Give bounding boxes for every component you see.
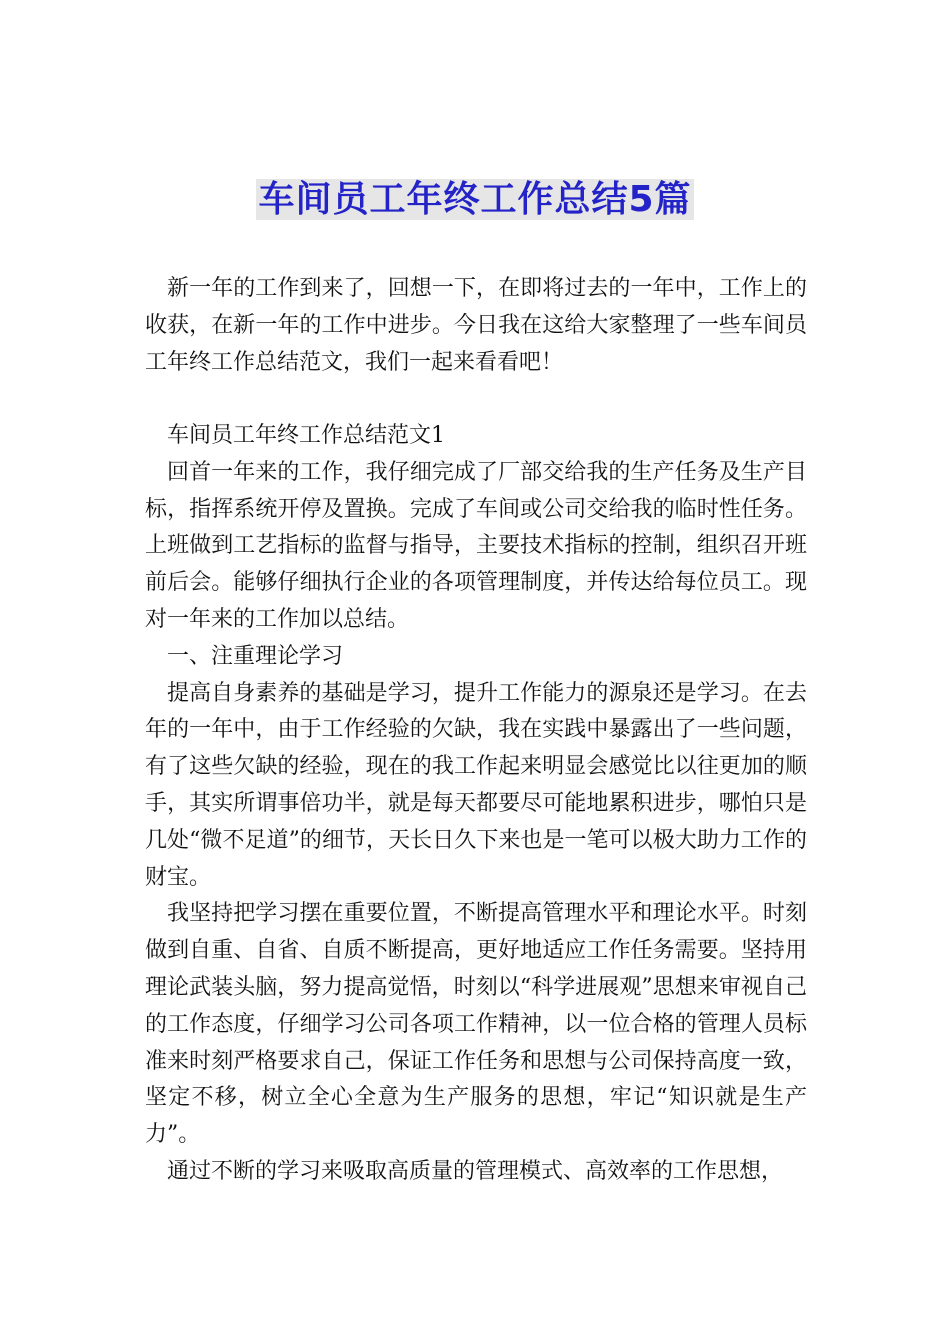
document-title-wrapper xyxy=(0,176,950,224)
intro-block xyxy=(145,270,807,381)
paragraph: 我坚持把学习摆在重要位置，不断提高管理水平和理论水平。时刻做到自重、自省、自质不断提高，更好地适应工作任务需要。坚持用理论武装头脑，努力提高觉悟，时刻以“科学进展观”思想来审视自己的工作态度，仔细学习公司各项工作精神，以一位合格的管理人员标准来时刻严格要求自己，保证工作任务和思想与公司保持高度一致，坚定不移，树立全心全意为生产服务的思想，牢记“知识就是生产力”。 xyxy=(145,901,807,1148)
intro-paragraph: 新一年的工作到来了，回想一下，在即将过去的一年中，工作上的收获，在新一年的工作中进步。今日我在这给大家整理了一些车间员工年终工作总结范文，我们一起来看看吧！ xyxy=(145,276,807,375)
subheading: 一、注重理论学习 xyxy=(167,643,344,669)
content-block xyxy=(145,418,807,1191)
paragraph: 提高自身素养的基础是学习，提升工作能力的源泉还是学习。在去年的一年中，由于工作经验的欠缺，我在实践中暴露出了一些问题，有了这些欠缺的经验，现在的我工作起来明显会感觉比以往更加的顺手，其实所谓事倍功半，就是每天都要尽可能地累积进步，哪怕只是几处“微不足道”的细节，天长日久下来也是一笔可以极大助力工作的财宝。 xyxy=(145,680,807,890)
paragraph: 回首一年来的工作，我仔细完成了厂部交给我的生产任务及生产目标，指挥系统开停及置换。完成了车间或公司交给我的临时性任务。上班做到工艺指标的监督与指导，主要技术指标的控制，组织召开班前后会。能够仔细执行企业的各项管理制度，并传达给每位员工。现对一年来的工作加以总结。 xyxy=(145,459,807,632)
section-heading: 车间员工年终工作总结范文1 xyxy=(167,423,445,448)
paragraph: 通过不断的学习来吸取高质量的管理模式、高效率的工作思想， xyxy=(167,1158,784,1184)
document-title: 车间员工年终工作总结5篇 xyxy=(258,179,692,220)
